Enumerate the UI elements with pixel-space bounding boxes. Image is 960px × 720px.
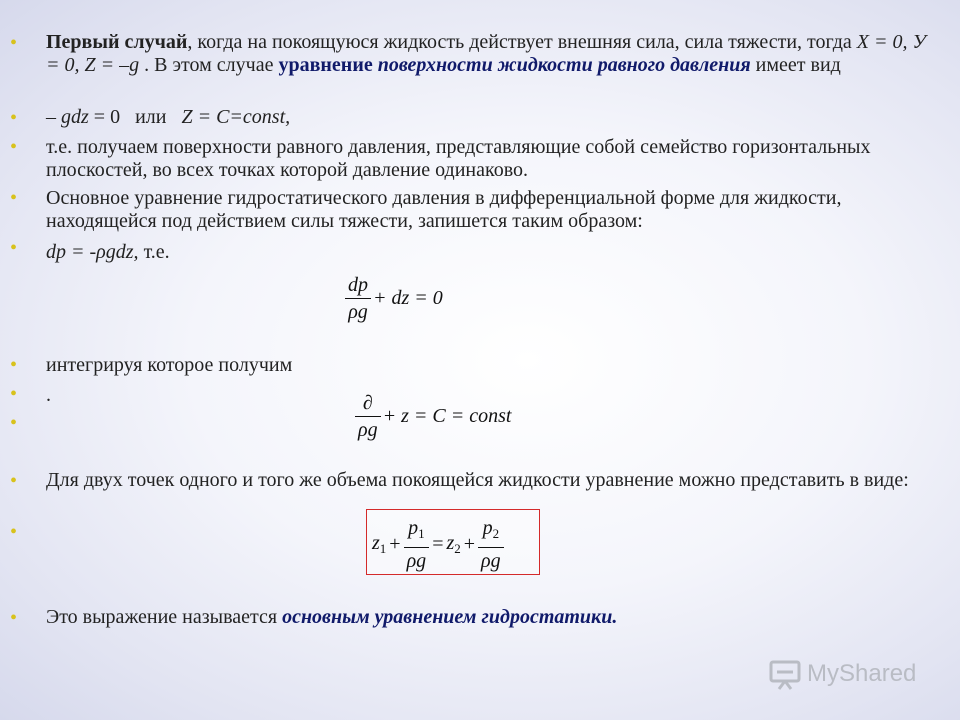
p1-vars: X = 0, У = 0, Z = –g (46, 31, 926, 76)
eq2-denominator: ρg (358, 419, 378, 441)
paragraph-first-case (46, 31, 926, 77)
eq1-rest: + dz = 0 (373, 287, 443, 309)
bullet-7: • (10, 383, 18, 405)
paragraph-two-points: Для двух точек одного и того же объема покоящейся жидкости уравнение можно представить в виде: (46, 469, 909, 491)
eq3-num-2 (478, 515, 504, 548)
eq3-plus-1: + (389, 533, 401, 555)
paragraph-equation-surface (46, 106, 926, 129)
bullet-5: • (10, 237, 18, 259)
first-case-lead: Первый случай (46, 31, 188, 53)
paragraph-dot: . (46, 384, 51, 406)
p2-z-const: Z = C=const, (181, 106, 291, 128)
bullet-9: • (10, 470, 18, 492)
bullet-6: • (10, 354, 18, 376)
eq3-z1 (372, 532, 386, 554)
eq3-p1-sub: 1 (418, 526, 425, 541)
bullet-8: • (10, 412, 18, 434)
p5-rho: ρ (96, 241, 106, 263)
paragraph-integrating: интегрируя которое получим (46, 354, 293, 376)
eq3-den-2: ρg (481, 550, 501, 572)
paragraph-basic-equation: Основное уравнение гидростатического давления в дифференциальной форме для жидкости, находящейся под действием силы тяжести, запишется таким образом: (46, 187, 842, 232)
p9-text: Это выражение называется (46, 606, 283, 628)
bullet-3: • (10, 136, 18, 158)
eq3-z1-var: z (372, 532, 380, 554)
bullet-10: • (10, 521, 18, 543)
eq3-plus-2: + (463, 533, 476, 555)
eq3-p1-var: p (408, 517, 419, 539)
equation-integrated (355, 390, 511, 443)
equation-hydrostatics (372, 515, 504, 574)
p1-highlight-surface: поверхности жидкости равного давления (377, 54, 751, 76)
eq3-den-1: ρg (406, 550, 427, 572)
myshared-watermark (768, 656, 916, 692)
p5-gdz: gdz, (105, 241, 139, 263)
eq3-z2-var: z (446, 532, 455, 554)
presentation-icon (768, 657, 802, 691)
eq2-fraction (355, 390, 381, 443)
eq1-numerator: dp (345, 272, 371, 299)
p1-text-2: . В этом случае (139, 54, 279, 76)
p2-gdz: – gdz (46, 106, 89, 128)
paragraph-conclusion (46, 606, 926, 629)
watermark-brand: MyShared (807, 660, 917, 687)
bullet-4: • (10, 187, 18, 209)
eq2-rest: + z = C = const (382, 405, 512, 427)
paragraph-dp (46, 241, 926, 264)
eq3-fraction-1 (404, 515, 430, 574)
eq3-p2-sub: 2 (492, 526, 500, 541)
p2-or: = 0 или (88, 106, 182, 128)
p1-highlight-equation: уравнение (278, 54, 373, 76)
eq3-equals: = (432, 533, 444, 555)
p1-text-3: имеет вид (750, 54, 841, 76)
bullet-11: • (10, 607, 18, 629)
bullet-2: • (10, 107, 18, 129)
bullet-1: • (10, 32, 18, 54)
p5-te: т.е. (138, 241, 170, 263)
eq3-z1-sub: 1 (379, 541, 387, 556)
eq3-p2-var: p (482, 517, 493, 539)
p1-text-1: , когда на покоящуюся жидкость действует внешняя сила, сила тяжести, тогда (187, 31, 857, 53)
p5-dp: dp = - (46, 241, 97, 263)
paragraph-horizontal-planes: т.е. получаем поверхности равного давления, представляющие собой семейство горизонтальных плоскостей, во всех точках которой давление одинаково. (46, 136, 871, 181)
eq3-fraction-2 (478, 515, 504, 574)
equation-differential (345, 272, 443, 325)
eq3-z2-sub: 2 (454, 541, 461, 556)
p9-highlight: основным уравнением гидростатики. (282, 606, 618, 628)
eq2-numerator: ∂ (355, 390, 381, 417)
eq3-z2 (446, 532, 460, 554)
eq1-denominator: ρg (348, 301, 368, 323)
eq3-num-1 (404, 515, 430, 548)
eq1-fraction (345, 272, 371, 325)
